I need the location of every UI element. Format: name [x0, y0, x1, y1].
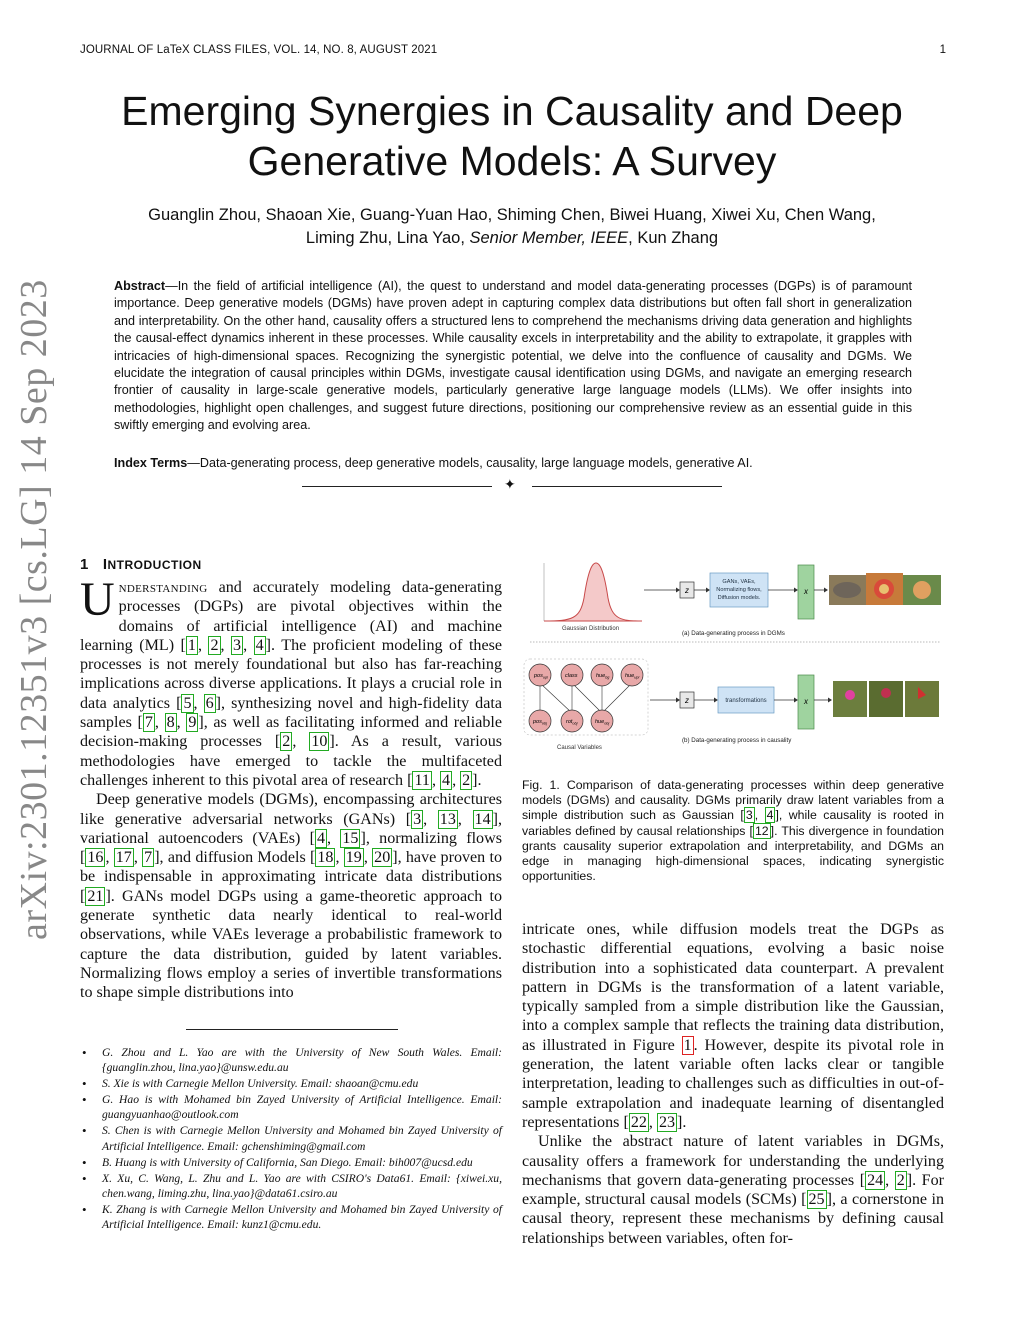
- figure-link[interactable]: 1: [683, 1036, 692, 1054]
- citation-link[interactable]: 22: [630, 1113, 647, 1131]
- running-header: JOURNAL OF LaTeX CLASS FILES, VOL. 14, NO. 8, AUGUST 2021: [80, 44, 438, 56]
- citation-link[interactable]: 16: [87, 849, 104, 867]
- causal-graph: [524, 659, 648, 735]
- section-title-rest: NTRODUCTION: [107, 558, 202, 572]
- citation-link[interactable]: 2: [210, 636, 219, 654]
- citation-link[interactable]: 2: [896, 1171, 905, 1189]
- citation-link[interactable]: 1: [187, 636, 196, 654]
- footnote-item: • G. Zhou and L. Yao are with the University of New South Wales. Email: {guanglin.zhou, lina.yao}@unsw.edu.au: [80, 1045, 502, 1075]
- citation-link[interactable]: 7: [144, 714, 153, 732]
- abstract-label: Abstract: [114, 279, 166, 293]
- causal-node: [561, 710, 583, 732]
- author-line-2: [90, 227, 934, 250]
- citation-link[interactable]: 17: [115, 849, 132, 867]
- dgm-box-line: Diffusion models.: [717, 595, 761, 601]
- citation-link[interactable]: 3: [233, 636, 242, 654]
- drop-cap: U: [80, 573, 115, 626]
- figure-caption: Fig. 1. Comparison of data-generating processes within deep generative models (DGMs) and causality. DGMs primarily draw latent variables from a simple distribution such as Gaussian [ 3 , 4 ], while causality is rooted in variables defined by causal relationships [ 12 ]. This divergence in foundation grants causality superior extrapolation and interpretability, and DGMs an edge in managing high-dimensional spaces, indicating synergistic opportunities.: [522, 778, 945, 884]
- citation-link[interactable]: 24: [867, 1171, 884, 1189]
- author-list: [90, 204, 934, 250]
- index-terms: [114, 455, 912, 472]
- citation-link[interactable]: 20: [374, 849, 391, 867]
- citation-link[interactable]: 11: [414, 771, 430, 789]
- footnote-item: • X. Xu, C. Wang, L. Zhu and L. Yao are with CSIRO's Data61. Email: {xiwei.xu, chen.wang, liming.zhu, lina.yao}@data61.csiro.au: [80, 1171, 502, 1201]
- author-names-tail: , Kun Zhang: [628, 229, 719, 247]
- citation-link[interactable]: 4: [766, 808, 774, 823]
- transformations-label: transformations: [725, 698, 767, 704]
- svg-text:hueupl: hue$_{upl}$: [625, 673, 640, 680]
- svg-text:posobj: pos$_{obj}$: [533, 719, 547, 726]
- svg-text:rotobj: rot$_{obj}$: [566, 719, 578, 726]
- causal-variables-label: Causal Variables: [557, 745, 602, 751]
- index-terms-label: Index Terms: [114, 456, 188, 470]
- abstract: [114, 278, 912, 435]
- citation-link[interactable]: 6: [205, 694, 214, 712]
- gaussian-label: Gaussian Distribution: [562, 626, 620, 632]
- figure-caption-a: (a) Data-generating process in DGMs: [682, 630, 785, 637]
- right-column-body: [522, 920, 944, 1248]
- affiliation-footnotes: [80, 1045, 502, 1233]
- intro-paragraph-1: Understanding and accurately modeling data-generating processes (DGPs) are pivotal objectives within the domains of artificial intelligence (AI) and machine learning (ML) [ 1 , 2 , 3 , 4 ]. The proficient modeling of these processes is not merely foundational but also has far-reaching implications across diverse applications. It plays a crucial role in data analytics [ 5 , 6 ], synthesizing novel and high-fidelity data samples [ 7 , 8 , 9 ], as well as facilitating informed and reliable decision-making processes [ 2 , 10 ]. As a result, various methodologies have emerged to tackle the multifaceted challenges inherent to this pivotal area of research [ 11 , 4 , 2 ].: [80, 573, 503, 789]
- citation-link[interactable]: 23: [658, 1113, 676, 1131]
- dgm-box-line: Normalizing flows,: [716, 587, 762, 593]
- citation-link[interactable]: 21: [87, 887, 104, 905]
- gaussian-plot: [544, 563, 642, 621]
- lead-word: nderstanding: [118, 579, 208, 596]
- citation-link[interactable]: 10: [311, 733, 328, 751]
- citation-link[interactable]: 7: [144, 849, 153, 867]
- gaussian-curve: [544, 563, 642, 621]
- page-number: 1: [939, 44, 946, 56]
- citation-link[interactable]: 15: [342, 829, 359, 847]
- footnote-item: • B. Huang is with University of California, San Diego. Email: bih007@ucsd.edu: [80, 1155, 502, 1170]
- citation-link[interactable]: 13: [439, 810, 456, 828]
- svg-text:class: class: [565, 673, 578, 679]
- latent-z-label-b: z: [685, 696, 689, 705]
- footnote-rule: [186, 1029, 398, 1030]
- causal-node: [591, 664, 613, 686]
- divider-diamond-icon: ✦: [504, 478, 516, 493]
- figure-1: [522, 553, 944, 758]
- citation-link[interactable]: 5: [183, 694, 192, 712]
- footnote-item: • G. Hao is with Mohamed bin Zayed University of Artificial Intelligence. Email: guangyuanhao@outlook.com: [80, 1092, 502, 1122]
- citation-link[interactable]: 4: [442, 771, 451, 789]
- output-x-label: x: [804, 587, 808, 596]
- citation-link[interactable]: 2: [282, 733, 291, 751]
- citation-link[interactable]: 4: [316, 829, 326, 847]
- svg-text:huebg: hue$_{bg}$: [596, 673, 610, 680]
- svg-text:posupl: pos$_{upl}$: [534, 673, 548, 680]
- citation-link[interactable]: 9: [188, 714, 197, 732]
- svg-text:hueobj: hue$_{obj}$: [595, 719, 610, 726]
- paper-title: Emerging Synergies in Causality and Deep Generative Models: A Survey: [121, 88, 903, 184]
- figure-caption-b: (b) Data-generating process in causality: [682, 737, 792, 744]
- citation-link[interactable]: 18: [317, 849, 334, 867]
- citation-link[interactable]: 14: [474, 810, 491, 828]
- citation-link[interactable]: 12: [754, 823, 769, 838]
- citation-link[interactable]: 25: [808, 1191, 825, 1209]
- figure-label: Fig. 1.: [522, 778, 560, 792]
- causal-node: [529, 664, 551, 686]
- dgm-box-line: GANs, VAEs,: [722, 579, 756, 585]
- causal-node: [621, 664, 643, 686]
- body-paragraph: intricate ones, while diffusion models treat the DGPs as stochastic differential equations, evolving a basic noise distribution into a sophisticated data counterpart. A prevalent pattern in DGMs is the transformation of a latent variable, typically sampled from a simple distribution like the Gaussian, into a complex sample that reflects the training data distribution, as illustrated in Figure 1 . However, despite its pivotal role in generation, the latent variable often lacks clear or tangible interpretation, leading to challenges such as difficulties in out-of-sample extrapolation and inadequate learning of disentangled representations [ 22 , 23 ].: [522, 921, 944, 1131]
- section-divider: [302, 478, 722, 494]
- abstract-text: —In the field of artificial intelligence (AI), the quest to understand and model data-generating processes (DGPs) is of paramount importance. Deep generative models (DGMs) have proven adept in capturing complex data distributions but often fall short in generalization and interpretability. On the other hand, causality offers a structured lens to comprehend the mechanisms driving data generation and highlights the causal-effect dynamics inherent in these processes. While causality excels in interpretability and the ability to extrapolate, it grapples with intricacies of high-dimensional spaces. Recognizing the synergistic potential, we delve into the confluence of causality and DGMs. We elucidate the integration of causal principles within DGMs, investigate causal identification using DGMs, and navigate an emerging research frontier of causality in large-scale generative models, particularly generative large language models (LLMs). We offer insights into methodologies, highlight open challenges, and suggest future directions, positioning our comprehensive review as an essential guide in this swiftly emerging and evolving area.: [114, 279, 912, 433]
- output-x-label-b: x: [804, 697, 808, 706]
- index-terms-text: —Data-generating process, deep generative models, causality, large language models, generative AI.: [187, 456, 753, 470]
- causal-node: [529, 710, 551, 732]
- footnote-item: • S. Chen is with Carnegie Mellon University and Mohamed bin Zayed University of Artificial Intelligence. Email: gchenshiming@gmail.com: [80, 1123, 502, 1153]
- citation-link[interactable]: 4: [255, 636, 264, 654]
- author-names: Liming Zhu, Lina Yao,: [305, 229, 470, 247]
- causal-node: [591, 710, 613, 732]
- causal-node: [561, 664, 583, 686]
- member-grade: Senior Member, IEEE: [469, 229, 629, 247]
- section-number: 1: [80, 556, 89, 573]
- dgm-sample-images: [829, 573, 941, 605]
- footnote-item: • K. Zhang is with Carnegie Mellon University and Mohamed bin Zayed University of Artificial Intelligence. Email: kunz1@cmu.edu.: [80, 1202, 502, 1232]
- section-title-initial: I: [102, 556, 108, 573]
- citation-link[interactable]: 8: [166, 714, 175, 732]
- citation-link[interactable]: 3: [413, 810, 422, 828]
- left-column-body: [80, 573, 503, 1003]
- latent-z-label: z: [685, 586, 689, 595]
- citation-link[interactable]: 3: [745, 808, 753, 823]
- body-paragraph: Unlike the abstract nature of latent variables in DGMs, causality offers a framework for understanding the underlying mechanisms that govern data-generating processes [ 24 , 2 ]. For example, structural causal models (SCMs) [ 25 ], a cornerstone in causal theory, represent these mechanisms by defining causal relationships between variables, often for-: [522, 1133, 945, 1247]
- citation-link[interactable]: 2: [462, 771, 471, 789]
- causal-sample-images: [833, 681, 939, 717]
- citation-link[interactable]: 19: [345, 849, 362, 867]
- intro-paragraph-2: Deep generative models (DGMs), encompassing architectures like generative adversarial networks (GANs) [ 3 , 13 , 14 ], variational autoencoders (VAEs) [ 4 , 15 ], normalizing flows [ 16 , 17 , 7 ], and diffusion Models [ 18 , 19 , 20 ], have proven to be indispensable in approximating intricate data distributions [ 21 ]. GANs model DGPs using a game-theoretic approach to generate synthetic data nearly identical to real-world observations, while VAEs leverage a probabilistic framework to capture the data distribution, guided by latent variables. Normalizing flows employ a series of invertible transformations to shape simple distributions into: [80, 791, 503, 1002]
- arxiv-stamp: arXiv:2301.12351v3 [cs.LG] 14 Sep 2023: [13, 279, 55, 940]
- author-line-1: Guanglin Zhou, Shaoan Xie, Guang-Yuan Hao, Shiming Chen, Biwei Huang, Xiwei Xu, Chen Wang,: [148, 206, 876, 224]
- footnote-item: • S. Xie is with Carnegie Mellon University. Email: shaoan@cmu.edu: [80, 1076, 502, 1091]
- section-heading: [80, 556, 202, 573]
